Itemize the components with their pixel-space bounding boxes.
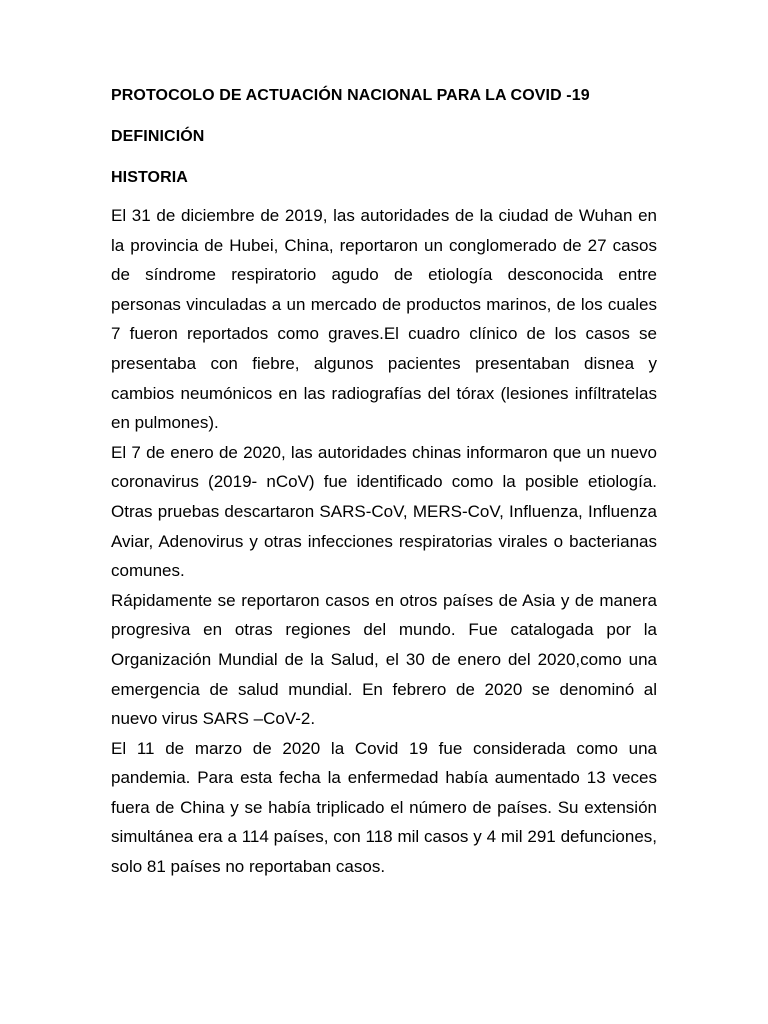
paragraph-new-coronavirus: El 7 de enero de 2020, las autoridades chinas informaron que un nuevo coronavirus (2019- nCoV) fue identificado como la posible etiología. Otras pruebas descartaron SARS-CoV, MERS-CoV, Influenza, Influenza Aviar, Adenovirus y otras infecciones respiratorias virales o bacterianas comunes. — [111, 442, 657, 581]
paragraph-wuhan-outbreak: El 31 de diciembre de 2019, las autoridades de la ciudad de Wuhan en la provincia de Hubei, China, reportaron un conglomerado de 27 casos de síndrome respiratorio agudo de etiología desconocida entre personas vinculadas a un mercado de productos marinos, de los cuales 7 fueron reportados como graves.El cuadro clínico de los casos se presentaba con fiebre, algunos pacientes presentaban disnea y cambios neumónicos en las radiografías del tórax (lesiones infíltratelas en pulmones). — [111, 206, 657, 433]
heading-definicion: DEFINICIÓN — [111, 128, 205, 145]
document-title: PROTOCOLO DE ACTUACIÓN NACIONAL PARA LA COVID -19 — [111, 87, 590, 104]
heading-historia: HISTORIA — [111, 169, 188, 186]
paragraph-pandemic-declaration: El 11 de marzo de 2020 la Covid 19 fue considerada como una pandemia. Para esta fecha la enfermedad había aumentado 13 veces fuera de China y se había triplicado el número de países. Su extensión simultánea era a 114 países, con 118 mil casos y 4 mil 291 defunciones, solo 81 países no reportaban casos. — [111, 738, 657, 877]
historia-body — [111, 201, 657, 882]
paragraph-global-spread: Rápidamente se reportaron casos en otros países de Asia y de manera progresiva en otras regiones del mundo. Fue catalogada por la Organización Mundial de la Salud, el 30 de enero del 2020,como una emergencia de salud mundial. En febrero de 2020 se denominó al nuevo virus SARS –CoV-2. — [111, 590, 657, 729]
document-content — [111, 84, 657, 882]
